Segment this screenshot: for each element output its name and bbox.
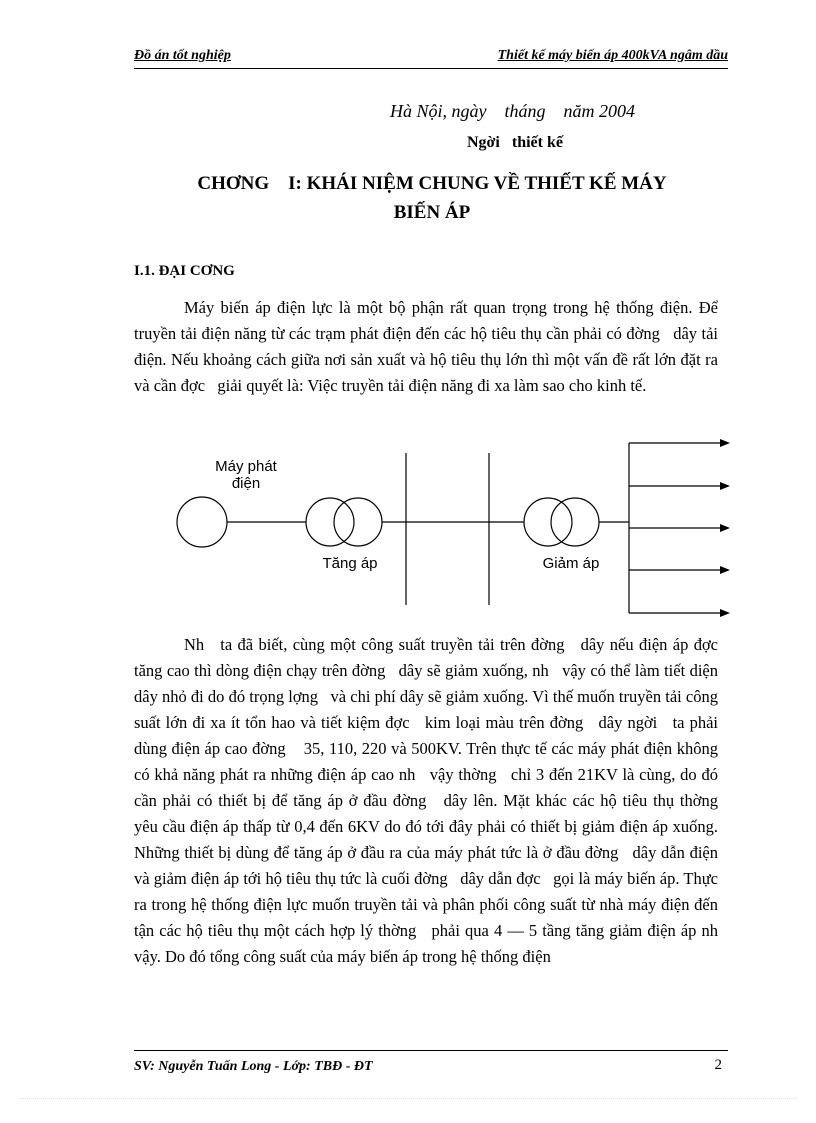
generator-circle [177, 497, 227, 547]
generator-label-line-1: Máy phát [215, 458, 277, 475]
section-heading: I.1. ĐẠI CƠNG [134, 263, 235, 279]
arrow-head [720, 439, 730, 447]
step-up-winding-2 [334, 498, 382, 546]
page-footer [134, 1050, 728, 1077]
chapter-title-line-1: CHƠNG I: KHÁI NIỆM CHUNG VỀ THIẾT KẾ MÁY [197, 173, 667, 194]
step-up-label: Tăng áp [322, 555, 378, 572]
paragraph-body: Nh ta đã biết, cùng một công suất truyền tải trên đờng dây nếu điện áp đợc tăng cao thì dòng điện chạy trên đờng dây sẽ giảm xuống, nh vậy có thể làm tiết diện dây nhỏ đi do đó trọng lợng và chi phí dây sẽ giảm xuống. Vì thế muốn truyền tải công suất lớn đi xa ít tổn hao và tiết kiệm đợc kim loại màu trên đờng dây ngời ta phải dùng điện áp cao đờng 35, 110, 220 và 500KV. Trên thực tế các máy phát điện không có khả năng phát ra những điện áp cao nh vậy thờng chỉ 3 đến 21KV là cùng, do đó cần phải có thiết bị để tăng áp ở đầu đờng dây lên. Mặt khác các hộ tiêu thụ thờng yêu cầu điện áp thấp từ 0,4 đến 6KV do đó tới đây phải có thiết bị giảm điện áp xuống. Những thiết bị dùng để tăng áp ở đầu ra của máy phát tức là ở đầu đờng dây dẫn điện và giảm điện áp tới hộ tiêu thụ tức là cuối đờng dây dẫn đợc gọi là máy biến áp. Thực ra trong hệ thống điện lực muốn truyền tải và phân phối công suất từ nhà máy điện đến tận các hộ tiêu thụ một cách hợp lý thờng phải qua 4 — 5 tầng tăng giảm điện áp nh vậy. Do đó tổng công suất của máy biến áp trong hệ thống điện [134, 635, 731, 966]
step-down-winding-1 [524, 498, 572, 546]
footer-author: SV: Nguyễn Tuấn Long - Lớp: TBĐ - ĐT [134, 1059, 373, 1074]
page-bottom-rule [20, 1098, 796, 1099]
generator-label [196, 458, 296, 492]
arrow-head [720, 566, 730, 574]
arrow-head [720, 524, 730, 532]
generator-label-line-2: điện [231, 475, 261, 492]
designer-label: Ngời thiết kế [467, 134, 563, 151]
page-header [134, 44, 728, 69]
step-up-winding-1 [306, 498, 354, 546]
step-down-winding-2 [551, 498, 599, 546]
arrow-head [720, 609, 730, 617]
arrow-head [720, 482, 730, 490]
date-line: Hà Nội, ngày tháng năm 2004 [390, 101, 635, 121]
header-right: Thiết kế máy biến áp 400kVA ngâm dầu [497, 48, 728, 63]
header-left: Đồ án tốt nghiệp [134, 48, 231, 63]
paragraph-intro: Máy biến áp điện lực là một bộ phận rất quan trọng trong hệ thống điện. Để truyền tải điện năng từ các trạm phát điện đến các hộ tiêu thụ cần phải có đờng dây tải điện. Nếu khoảng cách giữa nơi sản xuất và hộ tiêu thụ lớn thì một vấn đề rất lớn đặt ra và cần đợc giải quyết là: Việc truyền tải điện năng đi xa làm sao cho kinh tế. [134, 298, 723, 395]
page-number: 2 [714, 1057, 722, 1073]
step-down-label: Giảm áp [542, 555, 600, 572]
chapter-title-line-2: BIẾN ÁP [393, 202, 471, 223]
